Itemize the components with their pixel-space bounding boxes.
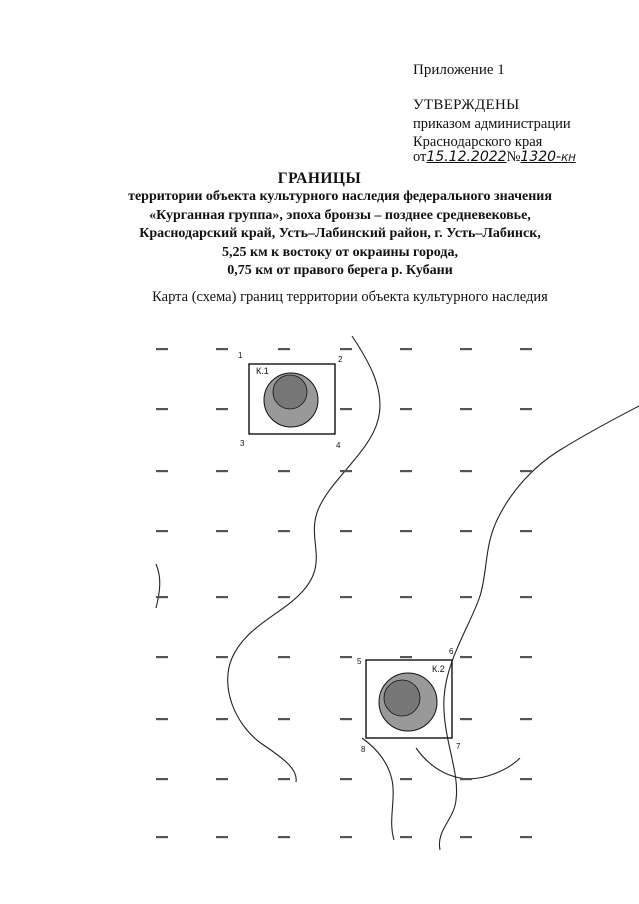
grid-point-mark xyxy=(278,656,290,658)
grid-point-mark xyxy=(278,470,290,472)
grid-point-mark xyxy=(520,718,532,720)
k2-mound-core xyxy=(384,680,420,716)
corner-4: 4 xyxy=(336,441,341,450)
grid-point-mark xyxy=(460,836,472,838)
grid-point-mark xyxy=(156,656,168,658)
order-text xyxy=(413,115,571,151)
corner-1: 1 xyxy=(238,351,243,360)
grid-point-mark xyxy=(340,836,352,838)
contour-line xyxy=(362,738,394,840)
k2-label: К.2 xyxy=(432,664,445,674)
grid-point-mark xyxy=(278,836,290,838)
grid-point-mark xyxy=(400,530,412,532)
grid-point-mark xyxy=(216,836,228,838)
grid-point-mark xyxy=(278,348,290,350)
grid-point-mark xyxy=(460,470,472,472)
grid-point-mark xyxy=(156,836,168,838)
attachment-label: Приложение 1 xyxy=(413,62,505,78)
grid-point-mark xyxy=(340,348,352,350)
document-title: ГРАНИЦЫ xyxy=(277,170,362,187)
grid-point-mark xyxy=(156,596,168,598)
grid-point-mark xyxy=(460,596,472,598)
grid-point-mark xyxy=(216,718,228,720)
grid-point-mark xyxy=(400,470,412,472)
document-subtitle xyxy=(80,188,600,281)
grid-point-mark xyxy=(520,596,532,598)
grid-point-mark xyxy=(520,408,532,410)
grid-point-mark xyxy=(400,778,412,780)
order-date-line xyxy=(413,149,576,166)
grid-point-mark xyxy=(216,470,228,472)
grid-point-mark xyxy=(520,348,532,350)
terrain-lines xyxy=(156,336,639,850)
grid-point-mark xyxy=(460,408,472,410)
handwritten-number: 1320- xyxy=(520,149,562,165)
river-line-east xyxy=(439,406,639,850)
grid-point-mark xyxy=(340,778,352,780)
subtitle-line: территории объекта культурного наследия федерального значения xyxy=(128,189,552,204)
grid-point-mark xyxy=(460,530,472,532)
grid-point-mark xyxy=(216,778,228,780)
grid-point-mark xyxy=(520,470,532,472)
grid-point-mark xyxy=(156,408,168,410)
grid-point-mark xyxy=(400,836,412,838)
grid-point-mark xyxy=(278,718,290,720)
corner-5: 5 xyxy=(357,657,362,666)
number-sign: № xyxy=(506,149,521,165)
grid-point-mark xyxy=(278,778,290,780)
order-line-2: Краснодарского края xyxy=(413,134,543,150)
contour-line-small xyxy=(416,748,520,779)
grid-point-mark xyxy=(278,530,290,532)
grid-point-mark xyxy=(216,596,228,598)
corner-6: 6 xyxy=(449,647,454,656)
grid-point-mark xyxy=(216,348,228,350)
handwritten-number-suffix: КН xyxy=(561,153,576,164)
grid-point-mark xyxy=(340,408,352,410)
date-prefix: от xyxy=(413,149,427,165)
grid-point-mark xyxy=(340,718,352,720)
grid-point-mark xyxy=(520,836,532,838)
corner-3: 3 xyxy=(240,439,245,448)
grid-point-mark xyxy=(460,718,472,720)
grid-point-mark xyxy=(340,530,352,532)
map-caption: Карта (схема) границ территории объекта культурного наследия xyxy=(152,289,548,305)
grid-point-mark xyxy=(460,348,472,350)
grid-points xyxy=(156,348,532,838)
grid-point-mark xyxy=(520,530,532,532)
subtitle-line: 5,25 км к востоку от окраины города, xyxy=(222,244,458,260)
subtitle-line: Краснодарский край, Усть–Лабинский район, г. Усть–Лабинск, xyxy=(139,226,541,241)
grid-point-mark xyxy=(156,778,168,780)
boundary-map xyxy=(0,330,639,850)
approved-label: УТВЕРЖДЕНЫ xyxy=(413,97,520,113)
subtitle-line: 0,75 км от правого берега р. Кубани xyxy=(227,263,453,278)
order-line-1: приказом администрации xyxy=(413,116,571,132)
grid-point-mark xyxy=(460,656,472,658)
grid-point-mark xyxy=(400,348,412,350)
handwritten-date: 15.12.2022 xyxy=(426,149,507,165)
k1-mound-core xyxy=(273,375,307,409)
grid-point-mark xyxy=(400,408,412,410)
grid-point-mark xyxy=(278,596,290,598)
grid-point-mark xyxy=(156,348,168,350)
grid-point-mark xyxy=(520,656,532,658)
object-k1 xyxy=(238,351,343,450)
grid-point-mark xyxy=(216,656,228,658)
corner-8: 8 xyxy=(361,745,366,754)
subtitle-line: «Курганная группа», эпоха бронзы – позднее средневековье, xyxy=(149,207,531,223)
corner-2: 2 xyxy=(338,355,343,364)
grid-point-mark xyxy=(216,530,228,532)
edge-mark xyxy=(156,564,160,608)
grid-point-mark xyxy=(156,530,168,532)
k1-label: К.1 xyxy=(256,366,269,376)
grid-point-mark xyxy=(400,596,412,598)
grid-point-mark xyxy=(520,778,532,780)
grid-point-mark xyxy=(340,596,352,598)
grid-point-mark xyxy=(340,656,352,658)
grid-point-mark xyxy=(460,778,472,780)
grid-point-mark xyxy=(156,470,168,472)
grid-point-mark xyxy=(156,718,168,720)
object-k2 xyxy=(357,647,461,754)
grid-point-mark xyxy=(216,408,228,410)
grid-point-mark xyxy=(340,470,352,472)
corner-7: 7 xyxy=(456,742,461,751)
grid-point-mark xyxy=(400,656,412,658)
